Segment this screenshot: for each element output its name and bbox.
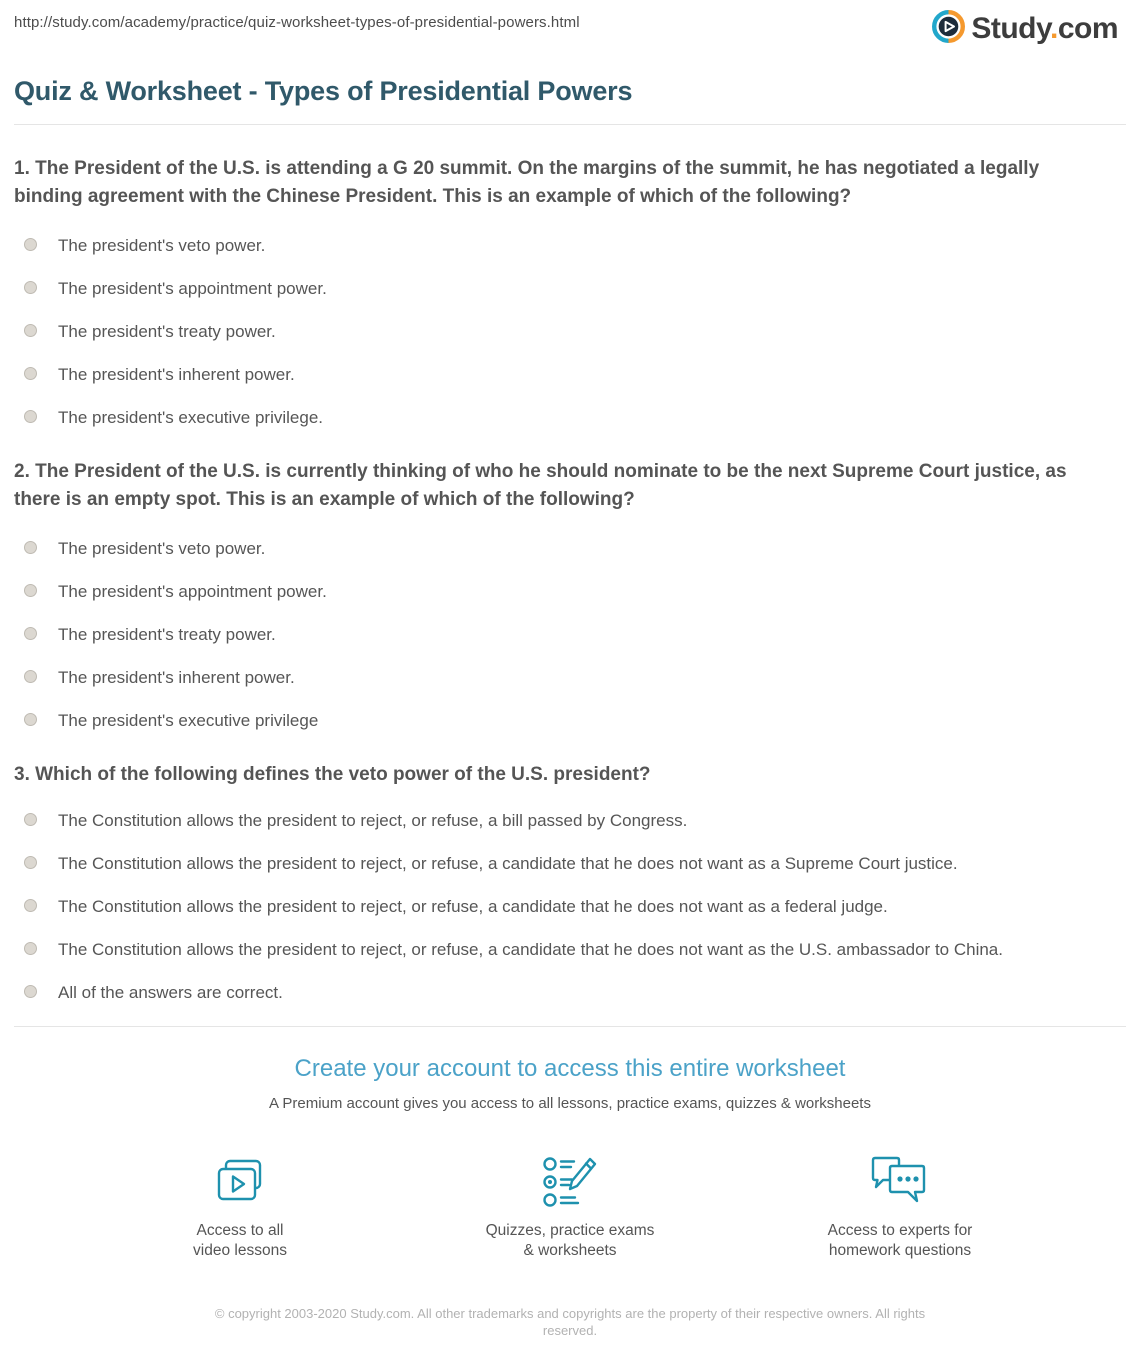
- answer-option[interactable]: The Constitution allows the president to reject, or refuse, a candidate that he does not want as a federal judge.: [14, 897, 1126, 917]
- radio-button-icon[interactable]: [24, 627, 37, 640]
- radio-button-icon[interactable]: [24, 238, 37, 251]
- radio-button-icon[interactable]: [24, 324, 37, 337]
- answer-option[interactable]: The president's veto power.: [14, 539, 1126, 559]
- radio-button-icon[interactable]: [24, 584, 37, 597]
- answer-option[interactable]: The president's inherent power.: [14, 365, 1126, 385]
- answer-option[interactable]: The Constitution allows the president to reject, or refuse, a candidate that he does not want as the U.S. ambassador to China.: [14, 940, 1126, 960]
- title-divider: [14, 124, 1126, 125]
- question-1-options: [14, 236, 1126, 428]
- quizzes-worksheets-icon: [541, 1154, 599, 1209]
- radio-button-icon[interactable]: [24, 541, 37, 554]
- question-3-prompt: 3. Which of the following defines the veto power of the U.S. president?: [14, 764, 651, 785]
- page-header: [14, 0, 1126, 48]
- answer-option[interactable]: The president's appointment power.: [14, 582, 1126, 602]
- radio-button-icon[interactable]: [24, 985, 37, 998]
- premium-subheading: A Premium account gives you access to all lessons, practice exams, quizzes & worksheets: [269, 1095, 871, 1112]
- radio-button-icon[interactable]: [24, 670, 37, 683]
- radio-button-icon[interactable]: [24, 367, 37, 380]
- radio-button-icon[interactable]: [24, 713, 37, 726]
- studycom-logo[interactable]: [932, 10, 1118, 48]
- feature-label: Access to experts for homework questions: [827, 1222, 973, 1259]
- question-1: [14, 155, 1126, 428]
- answer-option[interactable]: The president's veto power.: [14, 236, 1126, 256]
- radio-button-icon[interactable]: [24, 942, 37, 955]
- answer-option[interactable]: The Constitution allows the president to reject, or refuse, a candidate that he does not want as a Supreme Court justice.: [14, 854, 1126, 874]
- create-account-link[interactable]: Create your account to access this entire worksheet: [294, 1055, 846, 1082]
- radio-button-icon[interactable]: [24, 281, 37, 294]
- answer-option[interactable]: The president's inherent power.: [14, 668, 1126, 688]
- radio-button-icon[interactable]: [24, 813, 37, 826]
- cta-section: [14, 1055, 1126, 1367]
- feature-label: Quizzes, practice exams & worksheets: [485, 1222, 655, 1259]
- feature-video-lessons: [125, 1154, 355, 1261]
- question-3-options: [14, 811, 1126, 1003]
- cta-divider: [14, 1026, 1126, 1027]
- radio-button-icon[interactable]: [24, 899, 37, 912]
- video-lessons-icon: [214, 1154, 266, 1209]
- page-title: Quiz & Worksheet - Types of Presidential Powers: [14, 76, 633, 106]
- question-1-prompt: 1. The President of the U.S. is attending a G 20 summit. On the margins of the summit, he has negotiated a legally binding agreement with the Chinese President. This is an example of which of the following?: [14, 158, 1040, 207]
- chat-experts-icon: [869, 1154, 931, 1209]
- answer-option[interactable]: The president's executive privilege: [14, 711, 1126, 731]
- answer-option[interactable]: All of the answers are correct.: [14, 983, 1126, 1003]
- feature-label: Access to all video lessons: [193, 1222, 287, 1259]
- question-2: [14, 458, 1126, 731]
- feature-experts: [785, 1154, 1015, 1261]
- question-3: [14, 761, 1126, 1003]
- play-circle-logo-icon: [932, 10, 965, 48]
- answer-option[interactable]: The president's treaty power.: [14, 322, 1126, 342]
- feature-quizzes: [455, 1154, 685, 1261]
- radio-button-icon[interactable]: [24, 856, 37, 869]
- question-2-prompt: 2. The President of the U.S. is currently thinking of who he should nominate to be the next Supreme Court justice, as there is an empty spot. This is an example of which of the following?: [14, 461, 1067, 510]
- radio-button-icon[interactable]: [24, 410, 37, 423]
- answer-option[interactable]: The president's executive privilege.: [14, 408, 1126, 428]
- answer-option[interactable]: The president's treaty power.: [14, 625, 1126, 645]
- page-url: http://study.com/academy/practice/quiz-worksheet-types-of-presidential-powers.html: [14, 14, 580, 31]
- question-2-options: [14, 539, 1126, 731]
- copyright-text: © copyright 2003-2020 Study.com. All other trademarks and copyrights are the property of their respective owners. All rights reserved.: [214, 1306, 926, 1338]
- features-row: [14, 1154, 1126, 1261]
- answer-option[interactable]: The Constitution allows the president to reject, or refuse, a bill passed by Congress.: [14, 811, 1126, 831]
- logo-wordmark: Study.com: [971, 12, 1118, 45]
- answer-option[interactable]: The president's appointment power.: [14, 279, 1126, 299]
